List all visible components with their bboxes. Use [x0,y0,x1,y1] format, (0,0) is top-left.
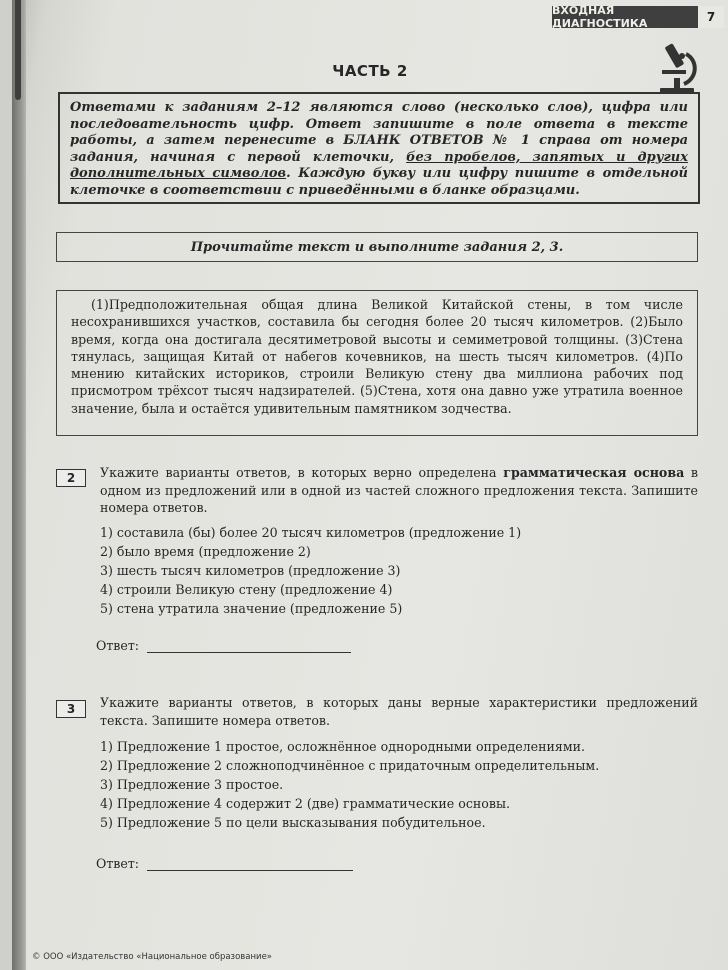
question-number-2: 2 [56,469,86,487]
question-2-text-after: в одном из предложений или в одной из частей сложного предложения текста. Запишите номера ответов. [100,465,699,515]
page-number: 7 [698,6,724,28]
instructions-text-1: Ответами к заданиям 2–12 являются слово (несколько слов), цифра или последовательность цифр. Ответ запишите в поле ответа в тексте работы, а затем перенесите в БЛАНК ОТВЕТОВ № 1 справа от номера задания, начиная с первой клеточки, [70,100,688,165]
question-2-options [100,523,698,618]
question-2-answer [96,638,351,653]
option: 4) строили Великую стену (предложение 4) [100,582,393,597]
question-3-answer [96,856,353,871]
option: 5) стена утратила значение (предложение 5) [100,601,403,616]
option: 3) Предложение 3 простое. [100,777,284,792]
answer-field[interactable] [147,856,353,871]
option: 1) Предложение 1 простое, осложнённое однородными определениями. [100,739,586,754]
option: 5) Предложение 5 по цели высказывания побудительное. [100,815,486,830]
option: 2) было время (предложение 2) [100,544,311,559]
instructions-box [58,92,700,204]
instructions-underlined: без пробелов, запятых и других дополнительных символов [70,149,688,181]
answer-label: Ответ: [96,638,140,653]
question-number-3: 3 [56,700,86,718]
option: 2) Предложение 2 сложноподчинённое с придаточным определительным. [100,758,600,773]
option: 3) шесть тысяч километров (предложение 3) [100,563,401,578]
answer-label: Ответ: [96,856,140,871]
question-2-text [100,464,698,517]
option: 4) Предложение 4 содержит 2 (две) грамматические основы. [100,796,510,811]
option: 1) составила (бы) более 20 тысяч километров (предложение 1) [100,525,522,540]
read-prompt: Прочитайте текст и выполните задания 2, 3. [56,232,698,262]
copyright-footer: © ООО «Издательство «Национальное образование» [32,952,273,962]
instructions-text-2: . Каждую букву или цифру пишите в отдельной клеточке в соответствии с приведёнными в бланке образцами. [70,166,688,198]
page [12,0,728,970]
answer-field[interactable] [147,638,351,653]
passage: (1)Предположительная общая длина Великой Китайской стены, в том числе несохранившихся участков, составила бы сегодня более 20 тысяч километров. (2)Было время, когда она достигала десятиметровой высоты и семиметровой толщины. (3)Стена тянулась, защищая Китай от набегов кочевников, на шесть тысяч километров. (4)По мнению китайских историков, строили Великую стену два миллиона рабочих под присмотром трёхсот тысяч надзирателей. (5)Стена, хотя она давно уже утратила военное значение, была и остаётся удивительным памятником зодчества. [56,290,698,436]
part-title: ЧАСТЬ 2 [332,62,408,80]
question-3-options [100,737,698,832]
question-2-text-bold: грамматическая основа [503,465,685,480]
question-2-text-before: Укажите варианты ответов, в которых верно определена [100,465,504,480]
question-3-text: Укажите варианты ответов, в которых даны верные характеристики предложений текста. Запишите номера ответов. [100,695,698,728]
adjacent-page-edge [12,0,26,970]
section-header: ВХОДНАЯ ДИАГНОСТИКА [552,6,698,28]
